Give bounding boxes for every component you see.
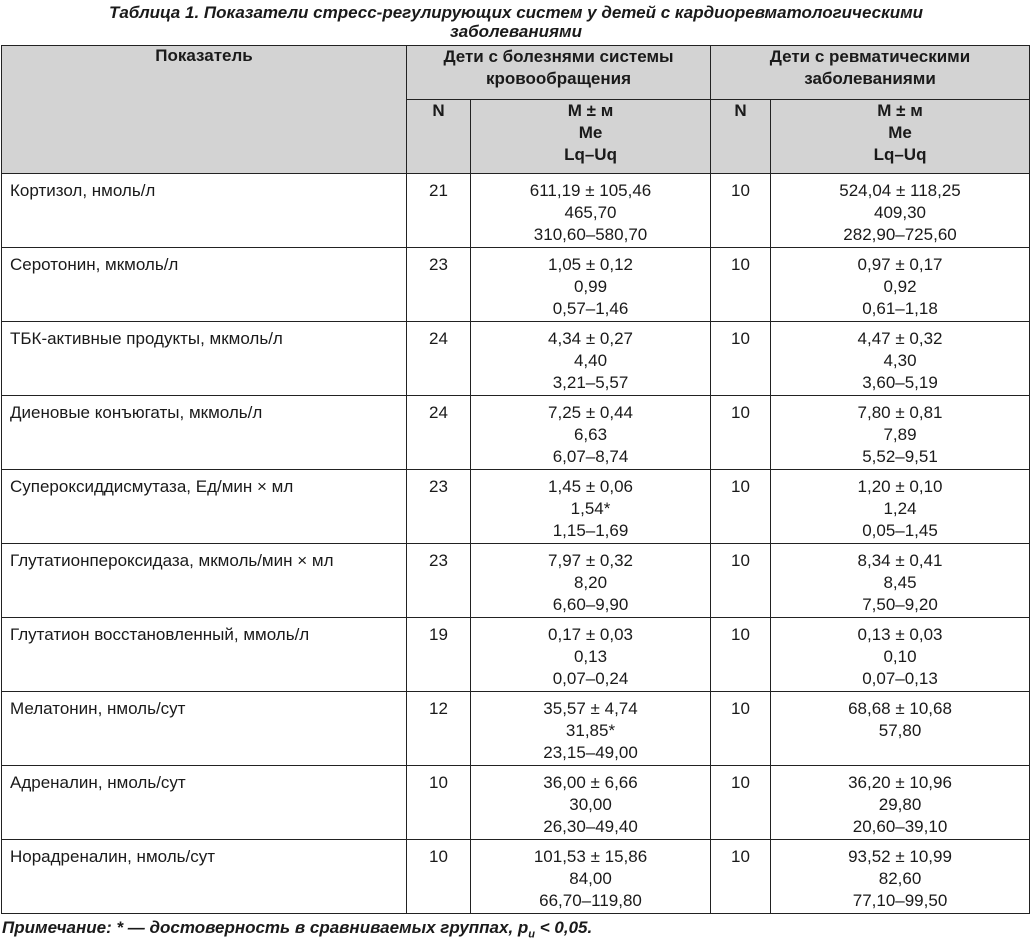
value-line: 8,45 [883,573,917,592]
n-circulatory: 10 [407,840,471,914]
values-rheumatic [771,692,1030,766]
value-line: 26,30–49,40 [543,817,638,836]
n-circulatory: 24 [407,396,471,470]
value-line: 0,99 [573,277,608,296]
values-circulatory [471,470,711,544]
value-line: 4,34 ± 0,27 [548,329,633,348]
value-line: 84,00 [569,869,612,888]
values-circulatory [471,692,711,766]
value-line: 0,57–1,46 [552,299,629,318]
indicator-label: Супероксиддисмутаза, Ед/мин × мл [2,470,407,544]
value-line: 0,07–0,24 [552,669,629,688]
value-line: 6,60–9,90 [552,595,629,614]
value-line: 8,34 ± 0,41 [857,551,943,570]
value-line: 1,45 ± 0,06 [548,477,633,496]
indicator-label: Диеновые конъюгаты, мкмоль/л [2,396,407,470]
table-row [2,322,1030,396]
table-row [2,396,1030,470]
value-line: 101,53 ± 15,86 [533,847,648,866]
value-line: 524,04 ± 118,25 [839,181,961,200]
indicator-label: Норадреналин, нмоль/сут [2,840,407,914]
value-line: 0,97 ± 0,17 [857,255,943,274]
values-circulatory [471,766,711,840]
values-rheumatic [771,544,1030,618]
table-row [2,174,1030,248]
values-rheumatic [771,174,1030,248]
n-circulatory: 19 [407,618,471,692]
n-rheumatic: 10 [711,840,771,914]
note-subscript: u [528,928,536,941]
data-table [1,45,1030,914]
value-line: 0,10 [883,647,917,666]
indicator-label: ТБК-активные продукты, мкмоль/л [2,322,407,396]
value-line: 66,70–119,80 [539,891,642,910]
header-group-rheumatic: Дети с ревматическими заболеваниями [711,46,1030,100]
caption-line-1: Таблица 1. Показатели стресс-регулирующих систем у детей с кардиоревматологическими [108,3,924,22]
value-line: 35,57 ± 4,74 [543,699,638,718]
value-line: 29,80 [878,795,922,814]
value-line: 310,60–580,70 [533,225,648,244]
values-rheumatic [771,766,1030,840]
value-line: 611,19 ± 105,46 [529,181,652,200]
stat-mean: M ± м [567,101,614,121]
value-line: 0,05–1,45 [862,521,938,540]
value-line: 0,13 [573,647,608,666]
value-line: 465,70 [564,203,617,222]
n-rheumatic: 10 [711,766,771,840]
values-circulatory [471,322,711,396]
stat-quartiles: Lq–Uq [564,145,617,165]
n-rheumatic: 10 [711,692,771,766]
indicator-label: Кортизол, нмоль/л [2,174,407,248]
value-line: 0,13 ± 0,03 [857,625,943,644]
value-line: 6,63 [573,425,608,444]
value-line: 7,25 ± 0,44 [548,403,633,422]
value-line: 23,15–49,00 [543,743,638,762]
value-line: 1,20 ± 0,10 [857,477,943,496]
value-line: 7,50–9,20 [862,595,938,614]
values-circulatory [471,396,711,470]
table-note [2,918,592,944]
stat-median: Me [578,123,603,143]
indicator-label: Адреналин, нмоль/сут [2,766,407,840]
table-row [2,248,1030,322]
value-line: 7,97 ± 0,32 [548,551,633,570]
value-line: 36,00 ± 6,66 [543,773,638,792]
values-circulatory [471,618,711,692]
value-line: 93,52 ± 10,99 [848,847,952,866]
value-line: 0,61–1,18 [862,299,938,318]
n-rheumatic: 10 [711,544,771,618]
value-line: 3,21–5,57 [552,373,629,392]
values-rheumatic [771,618,1030,692]
value-line: 0,07–0,13 [862,669,938,688]
value-line: 1,05 ± 0,12 [548,255,633,274]
table-row [2,840,1030,914]
n-rheumatic: 10 [711,396,771,470]
n-circulatory: 24 [407,322,471,396]
note-suffix: < 0,05. [535,918,593,937]
value-line: 7,89 [883,425,917,444]
header-n-1: N [407,100,471,174]
value-line: 1,54* [570,499,611,518]
n-rheumatic: 10 [711,322,771,396]
value-line: 36,20 ± 10,96 [848,773,952,792]
value-line: 1,15–1,69 [552,521,629,540]
stat-quartiles: Lq–Uq [873,145,927,165]
stat-mean: M ± м [877,101,923,121]
indicator-label: Глутатион восстановленный, ммоль/л [2,618,407,692]
header-stats-2 [771,100,1030,174]
value-line: 20,60–39,10 [852,817,948,836]
indicator-label: Серотонин, мкмоль/л [2,248,407,322]
values-circulatory [471,248,711,322]
values-circulatory [471,174,711,248]
n-circulatory: 10 [407,766,471,840]
n-circulatory: 23 [407,248,471,322]
n-rheumatic: 10 [711,470,771,544]
value-line: 5,52–9,51 [862,447,938,466]
n-circulatory: 23 [407,544,471,618]
header-n-2: N [711,100,771,174]
n-rheumatic: 10 [711,174,771,248]
values-rheumatic [771,322,1030,396]
n-rheumatic: 10 [711,618,771,692]
header-indicator: Показатель [2,46,407,174]
table-caption [0,0,1032,41]
value-line: 409,30 [874,203,927,222]
caption-line-2: заболеваниями [450,22,582,41]
values-circulatory [471,544,711,618]
value-line: 82,60 [878,869,922,888]
table-row [2,766,1030,840]
table-row [2,692,1030,766]
value-line: 282,90–725,60 [843,225,957,244]
value-line: 4,40 [573,351,608,370]
value-line: 68,68 ± 10,68 [848,699,952,718]
value-line: 57,80 [878,721,922,740]
value-line: 31,85* [565,721,616,740]
value-line: 3,60–5,19 [862,373,938,392]
value-line: 0,17 ± 0,03 [548,625,633,644]
n-rheumatic: 10 [711,248,771,322]
values-rheumatic [771,248,1030,322]
values-circulatory [471,840,711,914]
value-line: 6,07–8,74 [552,447,629,466]
n-circulatory: 23 [407,470,471,544]
header-group-circulatory: Дети с болезнями системы кровообращения [407,46,711,100]
values-rheumatic [771,470,1030,544]
n-circulatory: 21 [407,174,471,248]
table-row [2,470,1030,544]
value-line: 0,92 [883,277,917,296]
value-line: 30,00 [569,795,612,814]
values-rheumatic [771,840,1030,914]
indicator-label: Глутатионпероксидаза, мкмоль/мин × мл [2,544,407,618]
header-stats-1 [471,100,711,174]
table-row [2,618,1030,692]
value-line: 4,30 [883,351,917,370]
value-line: 1,24 [883,499,917,518]
value-line: 8,20 [573,573,608,592]
note-prefix: Примечание: * — достоверность в сравниваемых группах, p [2,918,529,937]
value-line: 4,47 ± 0,32 [857,329,943,348]
indicator-label: Мелатонин, нмоль/сут [2,692,407,766]
value-line: 7,80 ± 0,81 [857,403,943,422]
n-circulatory: 12 [407,692,471,766]
table-row [2,544,1030,618]
values-rheumatic [771,396,1030,470]
value-line: 77,10–99,50 [852,891,948,910]
stat-median: Me [888,123,912,143]
